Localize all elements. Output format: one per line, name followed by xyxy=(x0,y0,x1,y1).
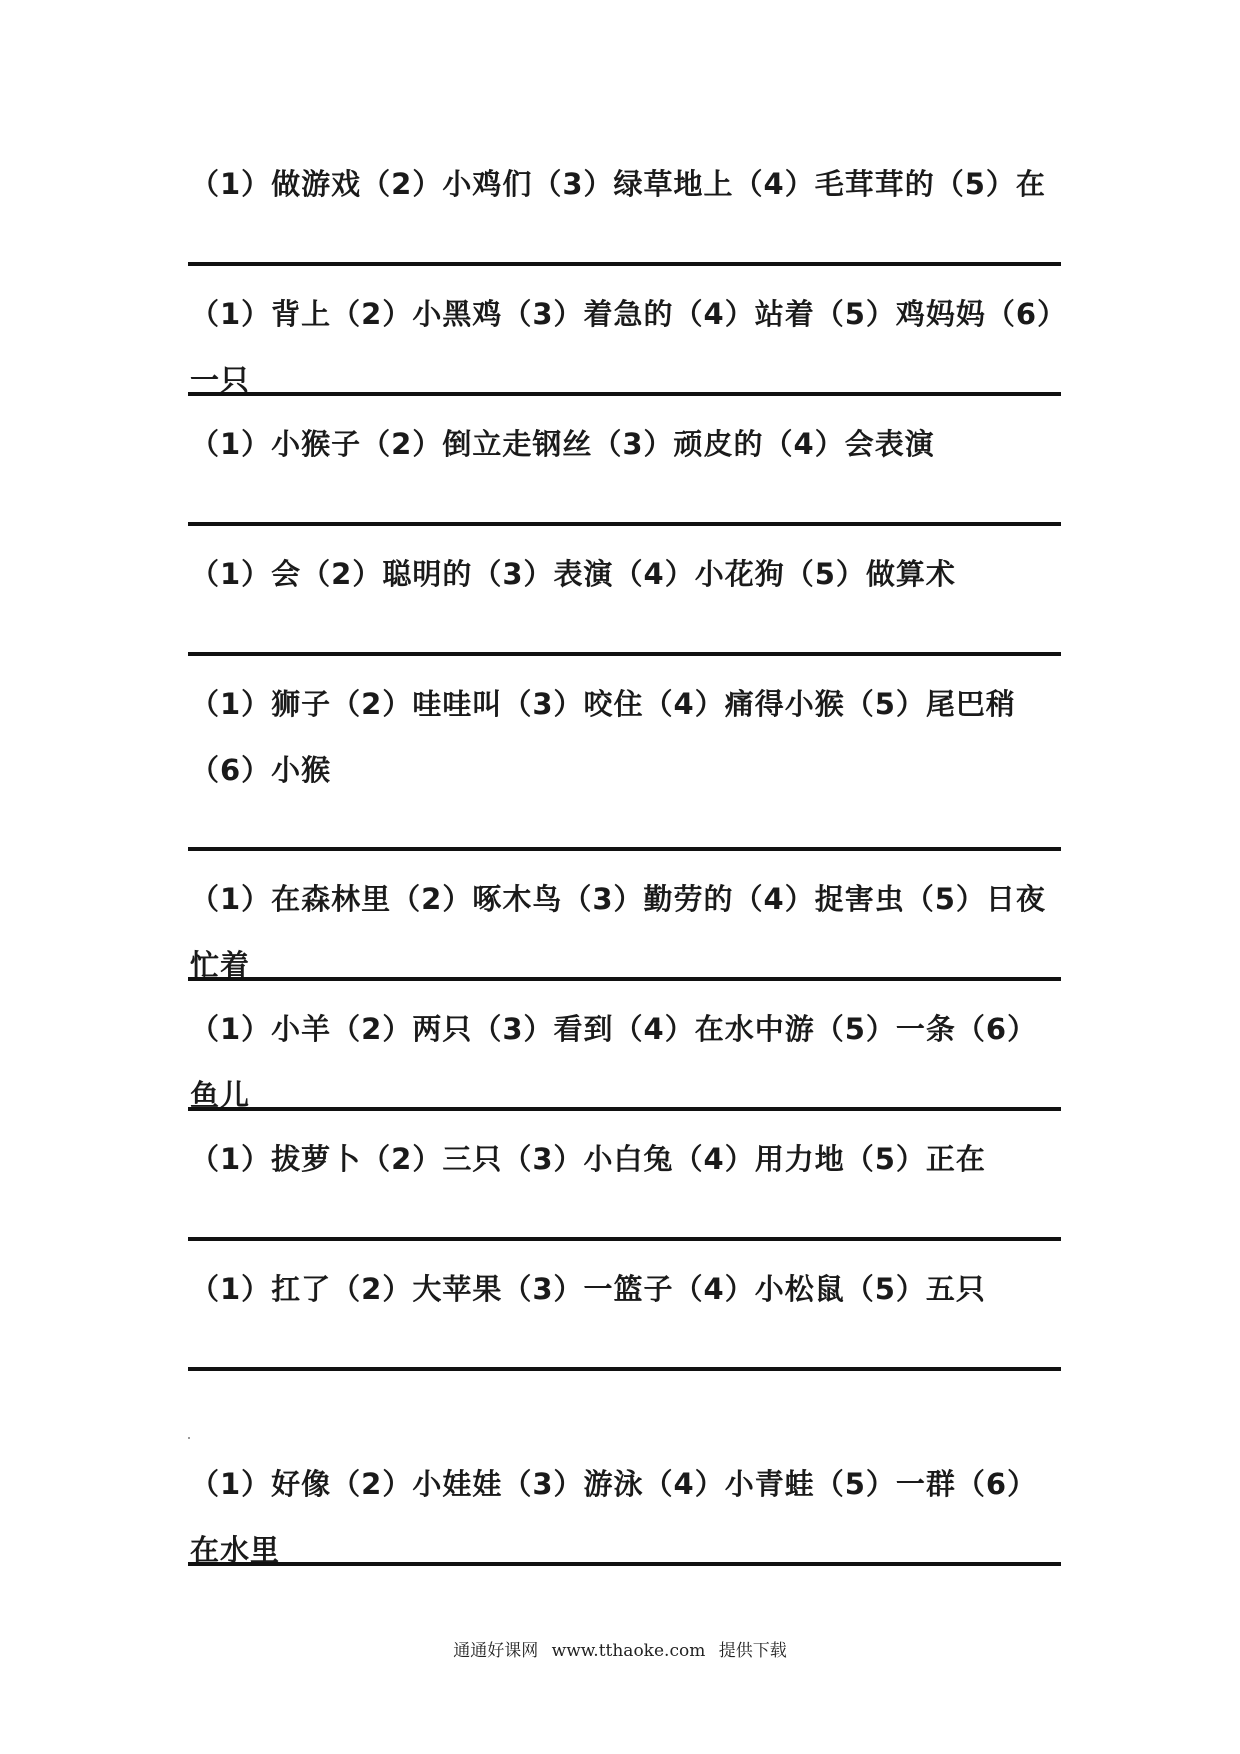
item-10-answer-line[interactable] xyxy=(188,1562,1061,1566)
footer xyxy=(0,1636,1240,1661)
item-5-text: （1）狮子（2）哇哇叫（3）咬住（4）痛得小猴（5）尾巴稍（6）小猴 xyxy=(190,687,1016,787)
footer-url[interactable]: www.tthaoke.com xyxy=(551,1641,706,1661)
item-7-text: （1）小羊（2）两只（3）看到（4）在水中游（5）一条（6）鱼儿 xyxy=(190,1012,1038,1112)
item-5-answer-line[interactable] xyxy=(188,847,1061,851)
item-1-answer-line[interactable] xyxy=(188,262,1061,266)
item-10-text: （1）好像（2）小娃娃（3）游泳（4）小青蛙（5）一群（6）在水里 xyxy=(190,1467,1038,1567)
scan-speck xyxy=(188,1437,190,1439)
item-1-text: （1）做游戏（2）小鸡们（3）绿草地上（4）毛茸茸的（5）在 xyxy=(190,167,1046,201)
item-9-text: （1）扛了（2）大苹果（3）一篮子（4）小松鼠（5）五只 xyxy=(190,1272,986,1306)
item-3-answer-line[interactable] xyxy=(188,522,1061,526)
footer-site-name: 通通好课网 xyxy=(453,1641,539,1661)
item-6-answer-line[interactable] xyxy=(188,977,1061,981)
item-8-text: （1）拔萝卜（2）三只（3）小白兔（4）用力地（5）正在 xyxy=(190,1142,986,1176)
item-7-answer-line[interactable] xyxy=(188,1107,1061,1111)
item-2-text: （1）背上（2）小黑鸡（3）着急的（4）站着（5）鸡妈妈（6）一只 xyxy=(190,297,1053,397)
item-3-text: （1）小猴子（2）倒立走钢丝（3）顽皮的（4）会表演 xyxy=(190,427,935,461)
footer-suffix: 提供下载 xyxy=(718,1641,787,1661)
item-9-answer-line[interactable] xyxy=(188,1367,1061,1371)
item-6-text: （1）在森林里（2）啄木鸟（3）勤劳的（4）捉害虫（5）日夜忙着 xyxy=(190,882,1046,982)
item-8-answer-line[interactable] xyxy=(188,1237,1061,1241)
item-2-answer-line[interactable] xyxy=(188,392,1061,396)
item-4-answer-line[interactable] xyxy=(188,652,1061,656)
item-4-text: （1）会（2）聪明的（3）表演（4）小花狗（5）做算术 xyxy=(190,557,956,591)
